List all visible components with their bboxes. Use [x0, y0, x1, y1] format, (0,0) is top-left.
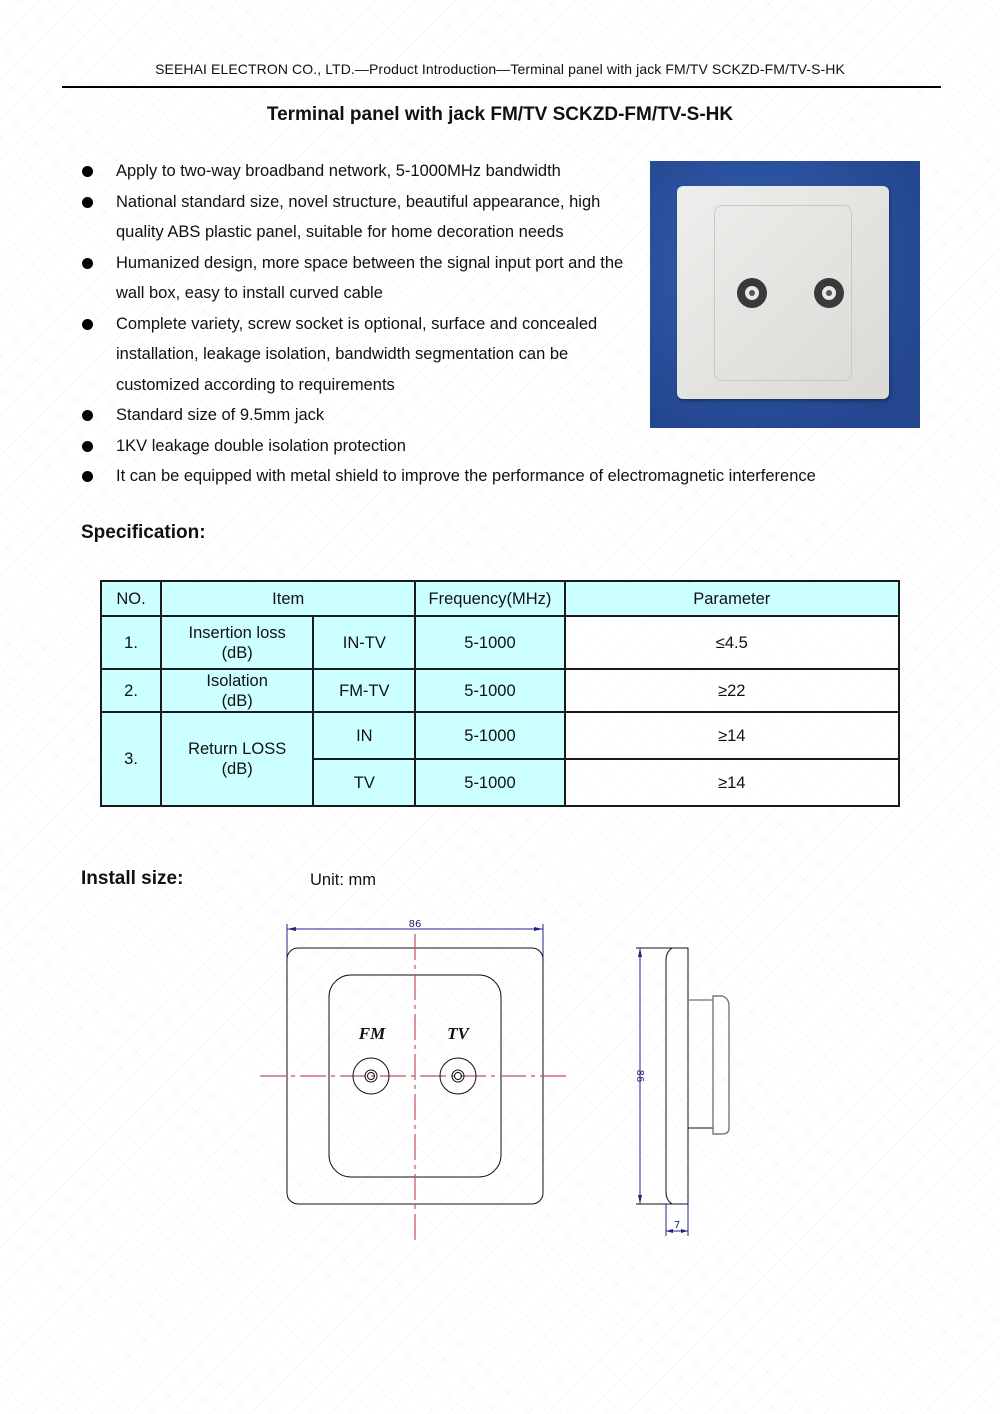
arrow-down-icon [638, 1195, 642, 1204]
install-size-heading: Install size: [81, 868, 184, 889]
row-port: IN [313, 712, 415, 759]
row-parameter: ≥14 [565, 712, 899, 759]
item-name: Insertion loss [188, 623, 286, 642]
front-view [260, 919, 568, 1245]
running-header: SEEHAI ELECTRON CO., LTD.—Product Introduction—Terminal panel with jack FM/TV SCKZD-FM/TV-S-HK [155, 61, 845, 77]
feature-text: Complete variety, screw socket is optional, surface and concealed installation, leakage isolation, bandwidth segmentation can be customized according to requirements [116, 314, 598, 394]
column-header-no: NO. [101, 581, 161, 616]
height-dimension-label: 86 [634, 1069, 645, 1083]
row-frequency: 5-1000 [415, 712, 564, 759]
feature-text: It can be equipped with metal shield to improve the performance of electromagnetic interference [116, 467, 816, 485]
item-unit: (dB) [221, 643, 253, 662]
depth-arrow-right-icon [681, 1229, 688, 1233]
unit-label: Unit: mm [310, 871, 376, 889]
arrow-left-icon [287, 927, 296, 931]
depth-arrow-left-icon [666, 1229, 673, 1233]
row-port: IN-TV [313, 616, 415, 669]
feature-text: 1KV leakage double isolation protection [116, 436, 406, 455]
row-parameter: ≥14 [565, 759, 899, 806]
tv-port-label: TV [447, 1024, 469, 1043]
item-unit: (dB) [221, 760, 253, 778]
item-name: Isolation [206, 671, 268, 690]
document-title: Terminal panel with jack FM/TV SCKZD-FM/TV-S-HK [266, 104, 734, 125]
feature-text: Apply to two-way broadband network, 5-1000MHz bandwidth [116, 162, 561, 180]
row-port: FM-TV [313, 669, 415, 712]
item-name: Return LOSS [188, 740, 287, 758]
fm-port-label: FM [358, 1024, 386, 1043]
module-body [713, 996, 729, 1134]
feature-text: Standard size of 9.5mm jack [116, 406, 325, 424]
row-no: 3. [101, 712, 161, 806]
row-frequency: 5-1000 [415, 759, 564, 806]
side-view [634, 948, 729, 1236]
row-no: 1. [101, 616, 161, 669]
row-port: TV [313, 759, 415, 806]
width-dimension-label: 86 [408, 919, 422, 930]
column-header-parameter: Parameter [565, 581, 899, 616]
arrow-right-icon [534, 927, 543, 931]
feature-text: National standard size, novel structure, beautiful appearance, high quality ABS plastic panel, suitable for home decoration needs [116, 192, 601, 241]
item-unit: (dB) [221, 691, 253, 710]
feature-text: Humanized design, more space between the signal input port and the wall box, easy to install curved cable [116, 253, 624, 302]
side-plate-profile [666, 948, 688, 1204]
column-header-item: Item [161, 581, 415, 616]
arrow-up-icon [638, 948, 642, 957]
row-no: 2. [101, 669, 161, 712]
row-frequency: 5-1000 [415, 616, 564, 669]
column-header-frequency: Frequency(MHz) [415, 581, 564, 616]
row-frequency: 5-1000 [415, 669, 564, 712]
row-parameter: ≥22 [565, 669, 899, 712]
specification-heading: Specification: [81, 522, 206, 543]
row-parameter: ≤4.5 [565, 616, 899, 669]
depth-dimension-label: 7 [673, 1220, 681, 1231]
